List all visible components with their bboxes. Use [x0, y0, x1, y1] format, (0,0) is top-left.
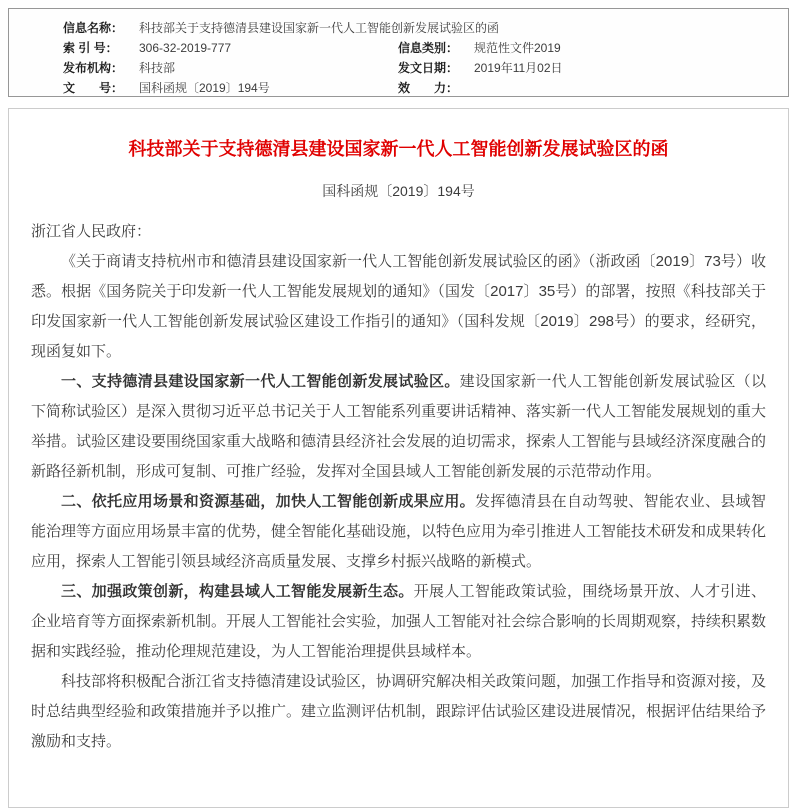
document-meta-box [8, 8, 789, 97]
meta-row-docnum-effect [63, 78, 778, 98]
meta-cell-doc-number [63, 78, 398, 98]
paragraph-section-1 [31, 367, 766, 487]
document-body [31, 217, 766, 757]
meta-cell-issue-date [398, 58, 778, 78]
meta-label-publish-agency: 发布机构： [63, 61, 124, 75]
meta-value-doc-number: 国科函规〔2019〕194号 [139, 81, 270, 95]
meta-cell-publish-agency [63, 58, 398, 78]
paragraph-closing [31, 667, 766, 757]
meta-label-issue-date: 发文日期： [398, 61, 459, 75]
meta-value-info-category: 规范性文件2019 [474, 41, 561, 55]
paragraph-intro [31, 247, 766, 367]
paragraph-section-2-lead: 二、依托应用场景和资源基础，加快人工智能创新成果应用。 [61, 493, 475, 510]
meta-cell-index-number [63, 38, 398, 58]
meta-label-info-category: 信息类别： [398, 41, 459, 55]
meta-label-index-number: 索 引 号： [63, 41, 118, 55]
paragraph-section-3-text: 开展人工智能政策试验，围绕场景开放、人才引进、企业培育等方面探索新机制。开展人工智能社会实验，加强人工智能对社会综合影响的长周期观察，持续积累数据和实践经验，推动伦理规范建设，为人工智能治理提供县域样本。 [31, 583, 767, 660]
paragraph-closing-text: 科技部将积极配合浙江省支持德清建设试验区，协调研究解决相关政策问题，加强工作指导和资源对接，及时总结典型经验和政策措施并予以推广。建立监测评估机制，跟踪评估试验区建设进展情况，根据评估结果给予激励和支持。 [31, 673, 767, 750]
document-number: 国科函规〔2019〕194号 [322, 183, 475, 199]
paragraph-section-2-text: 发挥德清县在自动驾驶、智能农业、县域智能治理等方面应用场景丰富的优势，健全智能化基础设施，以特色应用为牵引推进人工智能技术研发和成果转化应用，探索人工智能引领县域经济高质量发展、支撑乡村振兴战略的新模式。 [31, 493, 767, 570]
paragraph-section-1-text: 建设国家新一代人工智能创新发展试验区（以下简称试验区）是深入贯彻习近平总书记关于人工智能系列重要讲话精神、落实新一代人工智能发展规划的重大举措。试验区建设要围绕国家重大战略和德清县经济社会发展的迫切需求，探索人工智能与县域经济深度融合的新路径新机制，形成可复制、可推广经验，发挥对全国县域人工智能创新发展的示范带动作用。 [31, 373, 767, 480]
salutation: 浙江省人民政府： [31, 223, 152, 240]
meta-row-info-name [63, 18, 778, 38]
paragraph-section-1-lead: 一、支持德清县建设国家新一代人工智能创新发展试验区。 [61, 373, 460, 390]
paragraph-section-2 [31, 487, 766, 577]
meta-cell-effect [398, 78, 778, 98]
paragraph-section-3 [31, 577, 766, 667]
page-title: 科技部关于支持德清县建设国家新一代人工智能创新发展试验区的函 [128, 139, 669, 159]
meta-value-publish-agency: 科技部 [139, 61, 176, 75]
meta-value-info-name: 科技部关于支持德清县建设国家新一代人工智能创新发展试验区的函 [139, 21, 500, 35]
meta-cell-info-category [398, 38, 778, 58]
meta-row-index-category [63, 38, 778, 58]
meta-value-issue-date: 2019年11月02日 [474, 61, 563, 75]
meta-value-index-number: 306-32-2019-777 [139, 41, 232, 55]
paragraph-section-3-lead: 三、加强政策创新，构建县域人工智能发展新生态。 [61, 583, 414, 600]
meta-row-agency-date [63, 58, 778, 78]
meta-label-info-name: 信息名称： [63, 21, 124, 35]
meta-value-effect [470, 78, 474, 98]
meta-label-effect: 效 力： [398, 81, 459, 95]
document-content-box [8, 108, 789, 808]
meta-label-doc-number: 文 号： [63, 81, 124, 95]
paragraph-intro-text: 《关于商请支持杭州市和德清县建设国家新一代人工智能创新发展试验区的函》（浙政函〔2019〕73号）收悉。根据《国务院关于印发新一代人工智能发展规划的通知》（国发〔2017〕35号）的部署，按照《科技部关于印发国家新一代人工智能创新发展试验区建设工作指引的通知》（国科发规〔2019〕298号）的要求，经研究，现函复如下。 [31, 253, 766, 360]
